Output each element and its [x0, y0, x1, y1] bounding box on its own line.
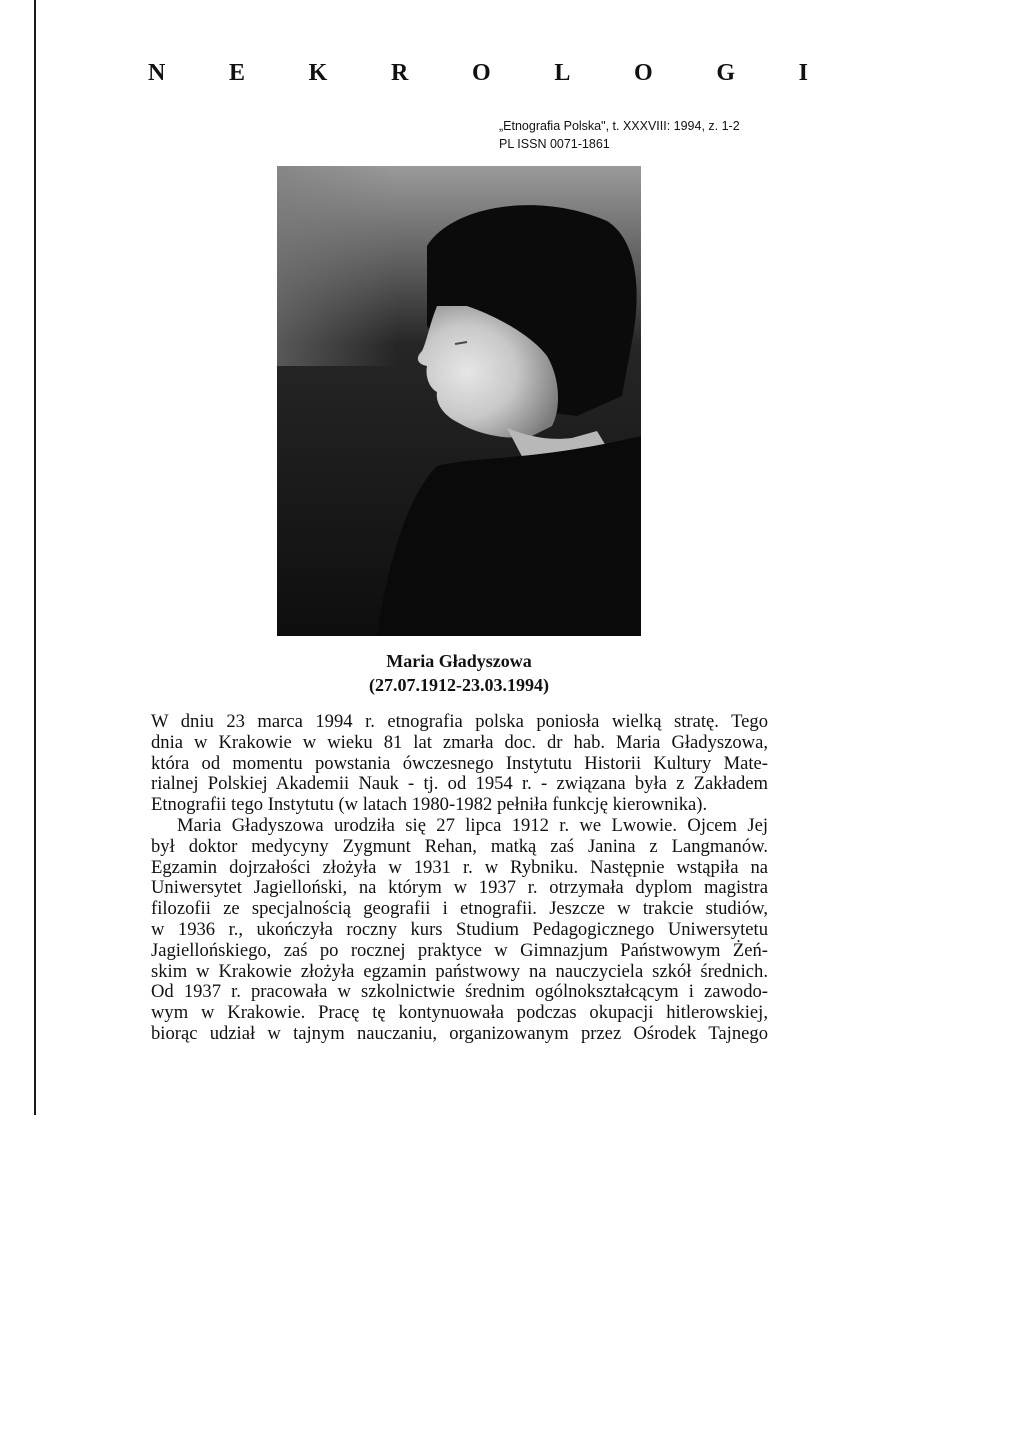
heading-letter: O — [634, 60, 653, 86]
section-heading — [148, 60, 808, 87]
journal-citation: „Etnografia Polska", t. XXXVIII: 1994, z. 1-2 — [499, 119, 740, 133]
text-line: skim w Krakowie złożyła egzamin państwowy na nauczyciela szkół średnich. — [151, 960, 768, 982]
text-line: w 1936 r., ukończyła roczny kurs Studium Pedagogicznego Uniwersytetu — [151, 918, 768, 940]
portrait-photo — [277, 166, 641, 636]
text-line: Egzamin dojrzałości złożyła w 1931 r. w Rybniku. Następnie wstąpiła na — [151, 856, 768, 878]
text-line: Jagiellońskiego, zaś po rocznej praktyce w Gimnazjum Państwowym Żeń- — [151, 939, 768, 961]
heading-letter: E — [229, 60, 246, 86]
obituary-text — [151, 712, 768, 1045]
heading-letter: N — [148, 60, 166, 86]
text-line: dnia w Krakowie w wieku 81 lat zmarła doc. dr hab. Maria Gładyszowa, — [151, 731, 768, 753]
text-line: Uniwersytet Jagielloński, na którym w 1937 r. otrzymała dyplom magistra — [151, 877, 768, 899]
heading-letter: L — [554, 60, 571, 86]
caption-name: Maria Gładyszowa — [386, 651, 532, 671]
heading-letter: R — [391, 60, 409, 86]
heading-letter: I — [798, 60, 808, 86]
margin-rule — [34, 0, 36, 1115]
text-line: filozofii ze specjalnością geografii i etnografii. Jeszcze w trakcie studiów, — [151, 898, 768, 920]
journal-issn: PL ISSN 0071-1861 — [499, 137, 610, 151]
text-line: biorąc udział w tajnym nauczaniu, organizowanym przez Ośrodek Tajnego — [151, 1022, 768, 1044]
journal-reference — [499, 117, 740, 153]
heading-letter: K — [308, 60, 328, 86]
text-line: wym w Krakowie. Pracę tę kontynuowała podczas okupacji hitlerowskiej, — [151, 1002, 768, 1024]
text-line: Od 1937 r. pracowała w szkolnictwie średnim ogólnokształcącym i zawodo- — [151, 981, 768, 1003]
text-line: był doktor medycyny Zygmunt Rehan, matką zaś Janina z Langmanów. — [151, 835, 768, 857]
portrait-image — [277, 166, 641, 636]
text-line: Etnografii tego Instytutu (w latach 1980-1982 pełniła funkcję kierownika). — [151, 794, 708, 816]
caption-dates: (27.07.1912-23.03.1994) — [369, 675, 549, 695]
text-line: rialnej Polskiej Akademii Nauk - tj. od 1954 r. - związana była z Zakładem — [151, 773, 768, 795]
heading-letter: G — [716, 60, 735, 86]
text-line: Maria Gładyszowa urodziła się 27 lipca 1912 r. we Lwowie. Ojcem Jej — [177, 814, 768, 836]
heading-letter: O — [472, 60, 491, 86]
text-line: W dniu 23 marca 1994 r. etnografia polska poniosła wielką stratę. Tego — [151, 711, 768, 732]
text-line: która od momentu powstania ówczesnego Instytutu Historii Kultury Mate- — [151, 752, 768, 774]
